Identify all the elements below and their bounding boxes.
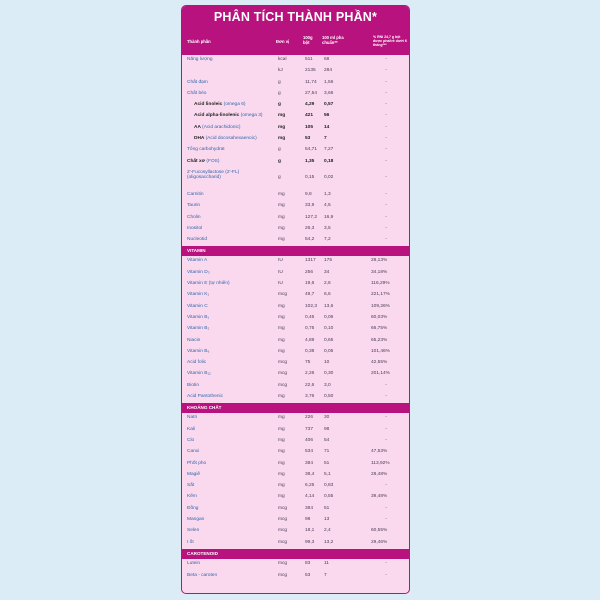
value-per-100ml: 13,6 [324,303,334,309]
value-rni-percent: 116,29% [371,281,390,287]
value-per-100g: 19,6 [305,281,315,287]
group-carotenoid [182,559,409,584]
unit-cell: mg [278,415,285,421]
value-rni-percent: 28,13% [371,258,388,264]
unit-cell: mg [278,314,285,320]
unit-cell: mg [278,494,285,500]
unit-cell: mg [278,471,285,477]
value-rni-percent: 29,46% [371,539,388,545]
unit-cell: mcg [278,516,288,522]
value-rni-percent: - [385,90,387,96]
value-rni-percent: - [385,437,387,443]
value-per-100g: 4,14 [305,494,315,500]
ingredient-name: Acid folic [187,360,207,366]
ingredient-name: Canxi [187,449,200,455]
unit-cell: g [278,147,281,153]
unit-cell: mg [278,326,285,332]
col-header-rni: % RNI 24,7 g bột được pha/trẻ dưới 6 tháng*** [373,35,407,48]
ingredient-name: Lutein [187,560,201,566]
value-per-100ml: 16,9 [324,214,334,220]
unit-cell: mcg [278,539,288,545]
value-per-100g: 0,15 [305,174,315,180]
value-per-100ml: 3,0 [324,382,331,388]
value-per-100g: 18,1 [305,528,315,534]
value-per-100g: 2,26 [305,371,315,377]
ingredient-name: Vitamin D₃ [187,269,210,275]
table-row [182,290,409,301]
value-per-100ml: 0,05 [324,348,334,354]
value-per-100ml: 0,55 [324,494,334,500]
table-row [182,190,409,201]
value-rni-percent: - [385,113,387,119]
nutrition-card [181,5,410,594]
value-rni-percent: 39,48% [371,494,388,500]
value-per-100ml: 34 [324,269,330,275]
value-per-100g: 105 [305,124,314,130]
value-rni-percent: 113,92% [371,460,390,466]
value-rni-percent: 42,55% [371,360,388,366]
value-rni-percent: - [385,68,387,74]
value-per-100g: 2135 [305,68,316,74]
ingredient-name: Vitamin A [187,258,208,264]
value-rni-percent: 60,03% [371,314,388,320]
table-row [182,358,409,369]
ingredient-name: AA (Acid arachidonic) [194,124,241,130]
value-per-100ml: 0,02 [324,174,334,180]
table-row [182,369,409,380]
value-per-100g: 33,9 [305,203,315,209]
table-row [182,324,409,335]
ingredient-name: Vitamin B₆ [187,348,210,354]
ingredient-name: Tổng carbohydrat [187,147,225,153]
unit-cell: g [278,79,281,85]
ingredient-name: Vitamin E (tự nhiên) [187,281,230,287]
value-per-100ml: 2,4 [324,528,331,534]
value-per-100ml: 0,65 [324,337,334,343]
ingredient-name: Cholin [187,214,201,220]
ingredient-name: Taurin [187,203,201,209]
col-header-per-100g: 100g bột [303,35,313,45]
value-rni-percent: 221,17% [371,292,390,298]
value-per-100ml: 14 [324,124,330,130]
unit-cell: mg [278,203,285,209]
section-carotenoid: CAROTENOID [182,549,409,559]
unit-cell: mg [278,394,285,400]
value-per-100g: 38,4 [305,471,315,477]
value-per-100ml: 0,10 [324,326,334,332]
ingredient-name: Magiê [187,471,201,477]
table-row [182,89,409,100]
ingredient-name: Natri [187,415,198,421]
value-per-100ml: 0,57 [324,102,334,108]
unit-cell: mcg [278,360,288,366]
value-rni-percent: - [385,516,387,522]
nutrition-table [182,55,409,584]
value-per-100g: 22,6 [305,382,315,388]
unit-cell: mcg [278,292,288,298]
unit-cell: mg [278,437,285,443]
unit-cell: kcal [278,57,287,62]
value-per-100g: 49,7 [305,292,315,298]
value-rni-percent: - [385,124,387,130]
ingredient-name: Chất xơ (FOS) [187,158,220,164]
table-row [182,447,409,458]
value-per-100ml: 0,50 [324,394,334,400]
value-per-100g: 0,38 [305,348,315,354]
value-rni-percent: - [385,483,387,489]
value-per-100g: 26,3 [305,225,315,231]
value-per-100g: 384 [305,460,314,466]
value-per-100g: 1,35 [305,158,315,164]
value-per-100ml: 10 [324,360,330,366]
value-per-100g: 0,75 [305,326,315,332]
value-per-100ml: 51 [324,460,330,466]
table-row [182,336,409,347]
value-per-100ml: 1,3 [324,191,331,197]
value-per-100g: 75 [305,360,311,366]
value-per-100g: 256 [305,269,314,275]
table-row [182,168,409,190]
value-per-100ml: 7 [324,136,327,142]
table-row [182,111,409,122]
value-per-100g: 406 [305,437,314,443]
value-per-100g: 53 [305,136,311,142]
table-row [182,123,409,134]
value-per-100ml: 30 [324,415,330,421]
unit-cell: mcg [278,382,288,388]
unit-cell: mg [278,460,285,466]
unit-cell: g [278,158,281,164]
value-per-100g: 534 [305,449,314,455]
ingredient-name: I ốt [187,539,194,545]
value-per-100ml: 7,2 [324,237,331,243]
value-per-100g: 4,29 [305,102,315,108]
value-rni-percent: - [385,426,387,432]
ingredient-name: Kali [187,426,195,432]
unit-cell: mg [278,124,286,130]
value-rni-percent: - [385,203,387,209]
value-per-100g: 11,74 [305,79,317,85]
table-row [182,492,409,503]
table-row [182,313,409,324]
value-per-100ml: 13,2 [324,539,334,545]
unit-cell: mg [278,113,286,119]
value-per-100g: 737 [305,426,314,432]
group-main [182,55,409,246]
table-row [182,381,409,392]
unit-cell: mg [278,348,285,354]
value-per-100g: 83 [305,560,311,566]
group-mineral [182,413,409,549]
value-per-100ml: 51 [324,505,330,511]
value-rni-percent: - [385,214,387,220]
value-rni-percent: 101,46% [371,348,390,354]
value-per-100g: 98 [305,516,311,522]
value-per-100ml: 2,6 [324,281,331,287]
value-per-100ml: 175 [324,258,333,264]
unit-cell: kJ [278,68,283,74]
value-per-100ml: 6,6 [324,292,331,298]
ingredient-name: Vitamin B₁₂ [187,371,211,377]
table-row [182,302,409,313]
value-rni-percent: 28,48% [371,471,388,477]
table-row [182,481,409,492]
ingredient-name: Acid linoleic (omega 6) [194,102,246,108]
col-header-ingredient: Thành phần [187,39,211,44]
unit-cell: mg [278,214,285,220]
value-rni-percent: - [385,136,387,142]
unit-cell: mg [278,136,286,142]
ingredient-name: Kẽm [187,494,197,500]
value-per-100ml: 7 [324,573,327,579]
table-row [182,78,409,89]
unit-cell: mg [278,483,285,489]
value-per-100g: 384 [305,505,314,511]
value-per-100ml: 68 [324,57,330,62]
ingredient-name: Vitamin K₁ [187,292,210,298]
table-row [182,526,409,537]
value-rni-percent: - [385,560,387,566]
value-per-100ml: 7,27 [324,147,334,153]
table-row [182,279,409,290]
ingredient-name: Biotin [187,382,199,388]
section-vitamin: VITAMIN [182,246,409,256]
table-row [182,504,409,515]
table-row [182,134,409,145]
value-per-100g: 1317 [305,258,316,264]
unit-cell: g [278,174,281,180]
value-per-100g: 3,76 [305,394,315,400]
value-per-100ml: 0,30 [324,371,334,377]
ingredient-name: Đồng [187,505,199,511]
unit-cell: mcg [278,528,288,534]
value-per-100ml: 98 [324,426,330,432]
value-rni-percent: - [385,102,387,108]
page-title: PHÂN TÍCH THÀNH PHẦN* [213,10,378,24]
unit-cell: mg [278,303,285,309]
group-vitamin [182,256,409,403]
value-rni-percent: 34,18% [371,269,388,275]
ingredient-name: Clo [187,437,195,443]
value-rni-percent: - [385,573,387,579]
table-row [182,55,409,66]
value-rni-percent: - [385,225,387,231]
ingredient-name: Sắt [187,483,195,489]
col-header-per-100ml: 100 ml pha chuẩn** [322,35,344,45]
table-row [182,459,409,470]
unit-cell: mcg [278,371,288,377]
value-rni-percent: - [385,158,387,164]
value-per-100g: 9,8 [305,191,312,197]
value-rni-percent: 65,23% [371,337,388,343]
value-rni-percent: - [385,57,387,62]
value-per-100ml: 3,66 [324,90,334,96]
table-row [182,224,409,235]
table-row [182,268,409,279]
ingredient-name: Vitamin C [187,303,208,309]
table-row [182,256,409,267]
unit-cell: g [278,102,281,108]
value-per-100g: 0,45 [305,314,315,320]
ingredient-name: Chất đạm [187,79,208,85]
value-per-100ml: 0,06 [324,314,334,320]
unit-cell: IU [278,258,283,264]
ingredient-name: Nucleotid [187,237,207,243]
value-per-100g: 421 [305,113,314,119]
value-per-100ml: 5,1 [324,471,331,477]
value-per-100g: 54,2 [305,237,315,243]
value-per-100ml: 0,18 [324,158,334,164]
ingredient-name: Acid alpha-linolenic (omega 3) [194,113,263,119]
table-row [182,538,409,549]
table-row [182,235,409,246]
table-row [182,66,409,77]
section-mineral: KHOÁNG CHẤT [182,403,409,413]
value-rni-percent: - [385,174,387,180]
unit-cell: mcg [278,505,288,511]
table-row [182,436,409,447]
table-row [182,201,409,212]
ingredient-name: Năng lượng [187,57,213,62]
ingredient-name: Phốt pho [187,460,207,466]
unit-cell: mcg [278,573,288,579]
value-per-100ml: 0,83 [324,483,334,489]
value-per-100ml: 1,56 [324,79,334,85]
table-row [182,515,409,526]
ingredient-name: Beta - caroten [187,573,218,579]
value-per-100g: 4,89 [305,337,315,343]
value-per-100g: 127,2 [305,214,318,220]
unit-cell: mcg [278,560,288,566]
value-rni-percent: - [385,505,387,511]
ingredient-name: Niacin [187,337,201,343]
table-row [182,559,409,572]
table-row [182,100,409,111]
table-row [182,392,409,403]
ingredient-name: Selen [187,528,200,534]
value-rni-percent: 109,26% [371,303,390,309]
unit-cell: mg [278,225,285,231]
value-per-100ml: 11 [324,560,329,566]
ingredient-name: Mangan [187,516,205,522]
table-row [182,425,409,436]
value-rni-percent: - [385,237,387,243]
ingredient-name: Vitamin B₂ [187,326,210,332]
value-per-100ml: 284 [324,68,333,74]
table-row [182,470,409,481]
table-row [182,347,409,358]
value-rni-percent: - [385,79,387,85]
unit-cell: mg [278,191,285,197]
value-rni-percent: - [385,382,387,388]
value-per-100ml: 71 [324,449,330,455]
value-rni-percent: 66,75% [371,326,388,332]
table-row [182,157,409,168]
table-header [182,6,409,55]
value-rni-percent: - [385,394,387,400]
table-row [182,145,409,156]
value-per-100g: 6,25 [305,483,315,489]
unit-cell: mg [278,337,285,343]
value-per-100g: 99,3 [305,539,315,545]
value-per-100ml: 54 [324,437,330,443]
value-rni-percent: - [385,415,387,421]
value-per-100g: 53 [305,573,311,579]
value-per-100g: 54,71 [305,147,318,153]
value-per-100g: 102,3 [305,303,318,309]
unit-cell: g [278,90,281,96]
ingredient-name: 2'-Fucosyllactose (2'-FL) (oligosaccharid) [187,169,240,181]
value-per-100ml: 4,5 [324,203,331,209]
ingredient-name: Carnitin [187,191,204,197]
table-row [182,413,409,424]
value-rni-percent: 201,14% [371,371,390,377]
unit-cell: mg [278,237,285,243]
value-per-100ml: 56 [324,113,330,119]
value-rni-percent: 47,53% [371,449,388,455]
value-per-100g: 27,54 [305,90,318,96]
ingredient-name: DHA (Acid docosahexaenoic) [194,136,257,142]
value-rni-percent: - [385,147,387,153]
value-per-100ml: 13 [324,516,330,522]
value-rni-percent: - [385,191,387,197]
table-row [182,571,409,584]
ingredient-name: Vitamin B₁ [187,314,210,320]
col-header-unit: Đơn vị [276,39,290,44]
value-per-100g: 511 [305,57,313,62]
value-per-100g: 226 [305,415,314,421]
unit-cell: IU [278,269,283,275]
unit-cell: mg [278,449,285,455]
unit-cell: mg [278,426,285,432]
ingredient-name: Inositol [187,225,203,231]
ingredient-name: Chất béo [187,90,207,96]
table-row [182,213,409,224]
value-per-100ml: 3,5 [324,225,331,231]
value-rni-percent: 60,55% [371,528,388,534]
unit-cell: IU [278,281,283,287]
ingredient-name: Acid Pantothenic [187,394,224,400]
